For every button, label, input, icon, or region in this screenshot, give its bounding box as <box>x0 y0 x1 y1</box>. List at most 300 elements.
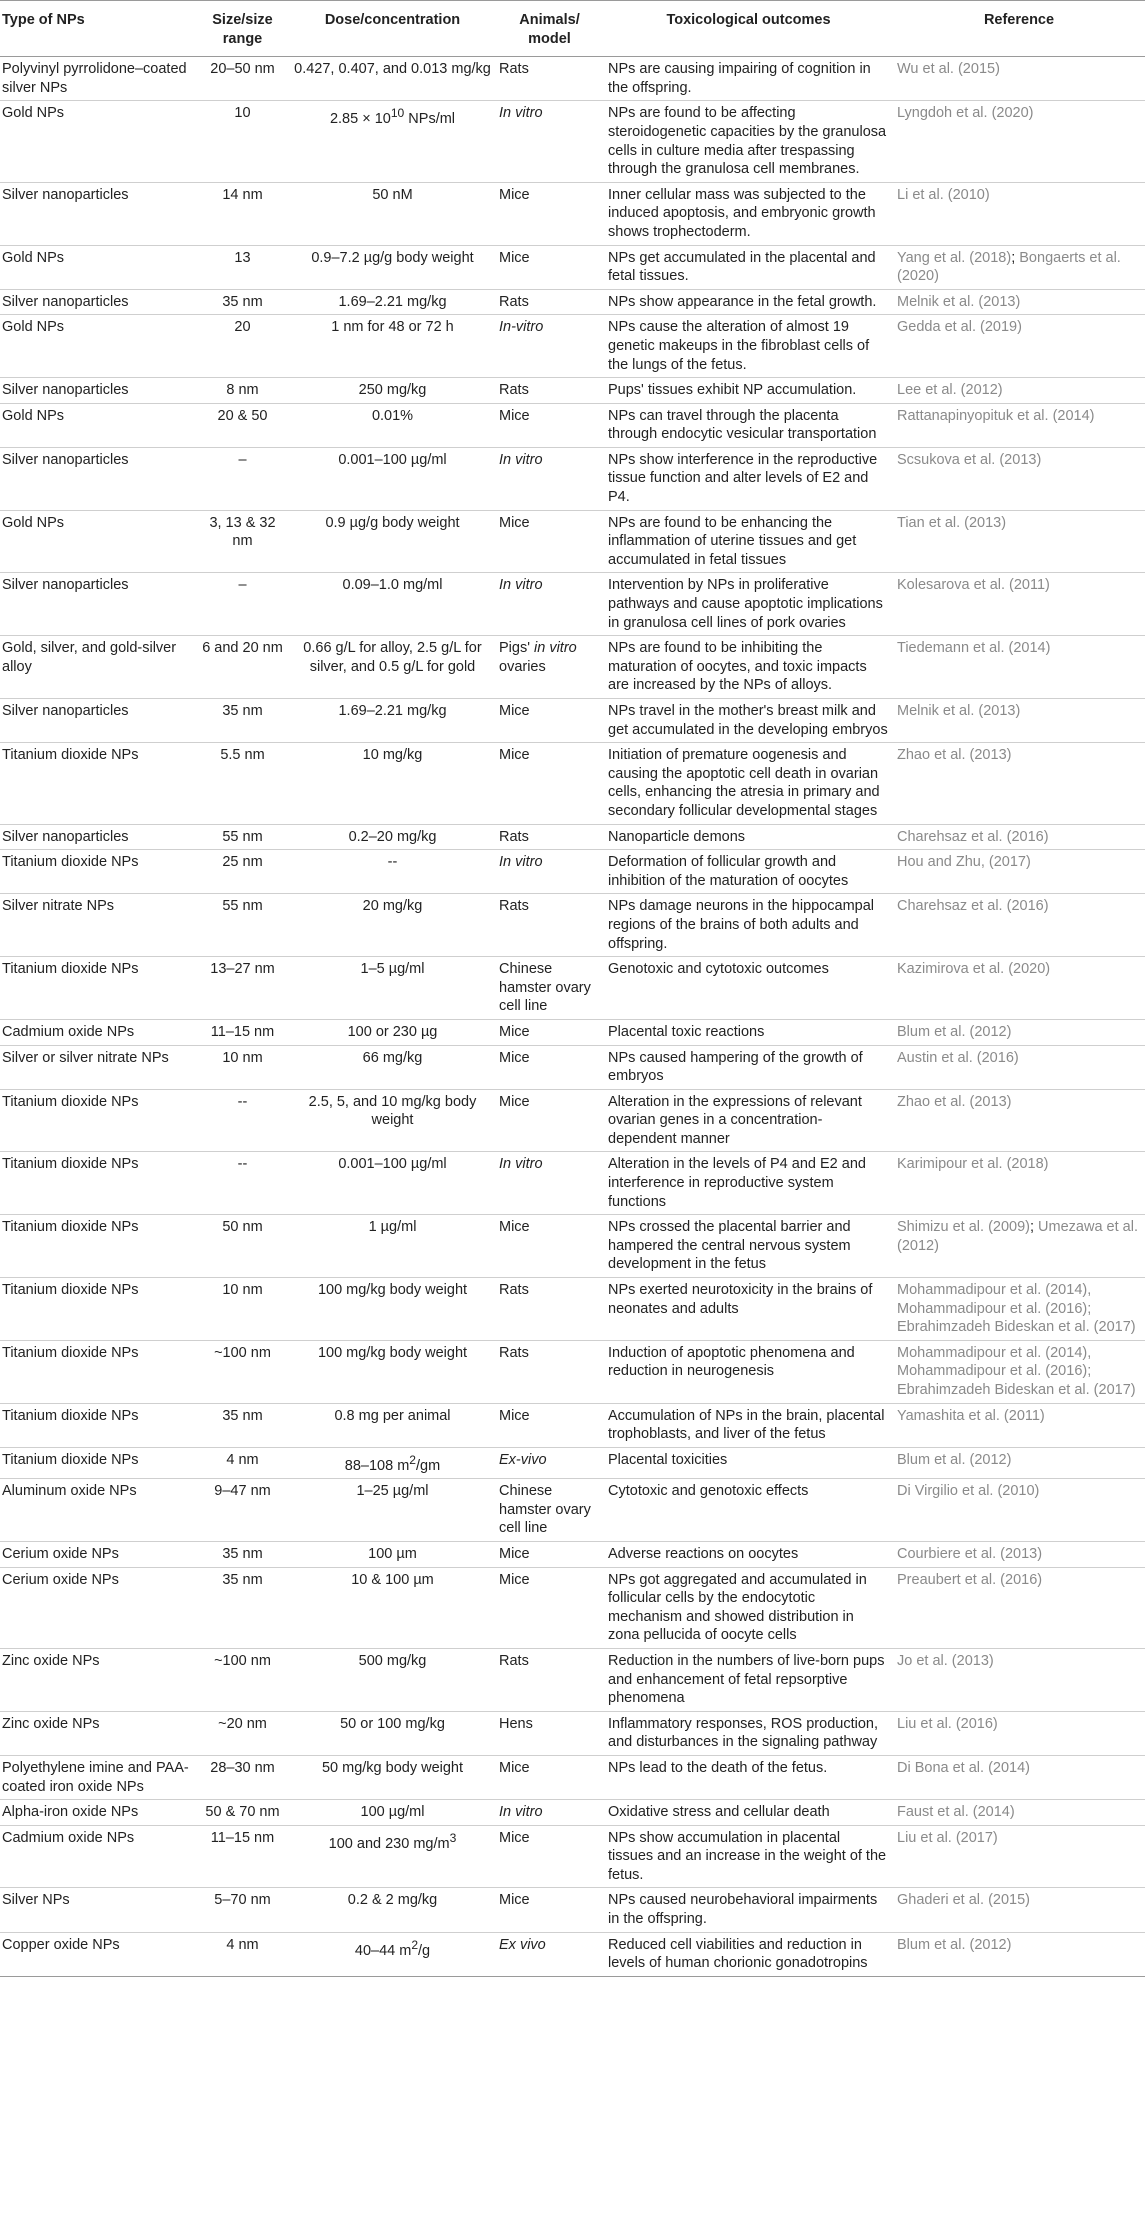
cell-np-type: Silver nanoparticles <box>2 703 129 719</box>
cell-toxicological-outcome: NPs travel in the mother's breast milk and get accumulated in the developing embryos <box>608 703 888 738</box>
reference-link: Scsukova et al. (2013) <box>897 451 1042 468</box>
cell-toxicological-outcome: Reduction in the numbers of live-born pups and enhancement of fetal repsorptive phenomena <box>608 1652 885 1707</box>
animal-model: Mice <box>499 1407 530 1424</box>
table-row <box>0 743 1145 824</box>
table-row <box>0 1888 1145 1932</box>
cell-toxicological-outcome: Placental toxicities <box>608 1451 728 1468</box>
cell-animal-model <box>495 894 604 957</box>
cell-dose: 20 mg/kg <box>362 898 423 915</box>
cell-size: 8 nm <box>226 382 259 399</box>
cell-np-type: Silver nanoparticles <box>2 186 129 203</box>
cell-np-type: Titanium dioxide NPs <box>2 747 139 764</box>
cell-dose: -- <box>387 854 398 871</box>
cell-toxicological-outcome: Cytotoxic and genotoxic effects <box>608 1483 809 1500</box>
cell-toxicological-outcome: NPs caused hampering of the growth of embryos <box>608 1049 863 1085</box>
cell-animal-model <box>495 182 604 245</box>
cell-toxicological-outcome: NPs are causing impairing of cognition in the offspring. <box>608 61 871 96</box>
cell-reference <box>893 1447 1145 1478</box>
cell-dose: 50 or 100 mg/kg <box>340 1715 445 1732</box>
animal-model: Mice <box>499 1219 530 1236</box>
cell-np-type: Gold NPs <box>2 407 65 424</box>
cell-size: ~100 nm <box>214 1344 271 1361</box>
cell-animal-model <box>495 1479 604 1542</box>
cell-size: 10 <box>234 105 251 122</box>
cell-animal-model <box>495 957 604 1020</box>
cell-animal-model <box>495 1045 604 1089</box>
animal-model: Mice <box>499 747 530 764</box>
table-row <box>0 699 1145 743</box>
cell-size: – <box>238 577 247 594</box>
cell-size: ~100 nm <box>214 1652 271 1669</box>
dose-text: 2.85 × 10 <box>329 111 391 128</box>
animal-model: In vitro <box>499 577 543 594</box>
cell-reference <box>893 573 1145 636</box>
cell-dose: 0.8 mg per animal <box>334 1407 451 1424</box>
cell-animal-model <box>495 699 604 743</box>
reference-link: Jo et al. (2013) <box>897 1652 994 1669</box>
cell-size: 55 nm <box>222 898 263 915</box>
reference-link: Yamashita et al. (2011) <box>897 1407 1045 1424</box>
cell-size: 3, 13 & 32 nm <box>209 514 276 550</box>
cell-size: 13–27 nm <box>210 961 275 978</box>
cell-reference <box>893 1711 1145 1755</box>
animal-model: Mice <box>499 407 530 424</box>
cell-reference <box>893 636 1145 699</box>
cell-animal-model <box>495 1800 604 1826</box>
cell-size: 11–15 nm <box>210 1829 275 1846</box>
cell-size: – <box>238 451 247 468</box>
table-row <box>0 850 1145 894</box>
cell-reference <box>893 1089 1145 1152</box>
cell-animal-model <box>495 850 604 894</box>
cell-np-type: Gold NPs <box>2 514 65 531</box>
cell-np-type: Polyethylene imine and PAA-coated iron oxide NPs <box>2 1759 189 1795</box>
reference-link: Tiedemann et al. (2014) <box>897 640 1051 657</box>
cell-np-type: Titanium dioxide NPs <box>2 1344 139 1361</box>
reference-link: Di Virgilio et al. (2010) <box>897 1483 1040 1500</box>
table-row <box>0 1278 1145 1341</box>
cell-reference <box>893 1800 1145 1826</box>
cell-reference <box>893 1152 1145 1215</box>
cell-dose: 100 µm <box>368 1545 417 1562</box>
cell-reference <box>893 1479 1145 1542</box>
cell-toxicological-outcome: Reduced cell viabilities and reduction in levels of human chorionic gonadotropins <box>608 1936 868 1972</box>
cell-size: 55 nm <box>222 828 263 845</box>
cell-size: 4 nm <box>226 1451 259 1468</box>
cell-reference <box>893 1541 1145 1567</box>
cell-dose: 1–25 µg/ml <box>356 1483 429 1500</box>
cell-animal-model <box>495 1447 604 1478</box>
animal-model: Mice <box>499 1023 530 1040</box>
cell-size: 35 nm <box>222 1545 263 1562</box>
animal-model: Rats <box>499 382 529 399</box>
table-row <box>0 1800 1145 1826</box>
reference-link: Li et al. (2010) <box>897 186 990 203</box>
cell-animal-model <box>495 1152 604 1215</box>
cell-reference <box>893 1648 1145 1711</box>
cell-size: 5.5 nm <box>220 747 265 764</box>
reference-link: Hou and Zhu, (2017) <box>897 854 1031 871</box>
cell-reference: Yang et al. (2018); Bongaerts et al. (2020) <box>897 249 1121 285</box>
reference-link: Gedda et al. (2019) <box>897 319 1022 336</box>
cell-np-type: Gold NPs <box>2 249 65 266</box>
cell-size: 10 nm <box>222 1049 263 1066</box>
table-row <box>0 57 1145 101</box>
table-row <box>0 573 1145 636</box>
table-row <box>0 1019 1145 1045</box>
table-row <box>0 1755 1145 1799</box>
reference-link: Mohammadipour et al. (2014), <box>897 1344 1092 1361</box>
reference-link: Melnik et al. (2013) <box>897 703 1021 719</box>
table-header-row <box>0 1 1145 57</box>
cell-dose: 2.5, 5, and 10 mg/kg body weight <box>308 1093 477 1129</box>
cell-dose: 100 µg/ml <box>360 1804 425 1821</box>
cell-dose: 0.9 µg/g body weight <box>325 514 460 531</box>
cell-dose <box>290 1932 495 1976</box>
cell-dose: 0.001–100 µg/ml <box>338 451 447 468</box>
cell-size: 50 & 70 nm <box>205 1804 280 1821</box>
cell-np-type: Gold NPs <box>2 319 65 336</box>
table-row <box>0 1403 1145 1447</box>
reference-link: Wu et al. (2015) <box>897 61 1000 78</box>
cell-toxicological-outcome: Accumulation of NPs in the brain, placental trophoblasts, and liver of the fetus <box>608 1407 885 1443</box>
reference-link: Lyngdoh et al. (2020) <box>897 105 1034 122</box>
cell-animal-model <box>495 378 604 404</box>
reference-link: Zhao et al. (2013) <box>897 1093 1012 1110</box>
cell-reference <box>893 1567 1145 1648</box>
cell-toxicological-outcome: NPs crossed the placental barrier and hampered the central nervous system development in the fetus <box>608 1219 851 1273</box>
table-row <box>0 1089 1145 1152</box>
table-row <box>0 957 1145 1020</box>
cell-dose: 0.9–7.2 µg/g body weight <box>311 249 474 266</box>
header-size: Size/size range <box>195 1 290 57</box>
table-row <box>0 1825 1145 1888</box>
cell-size: 35 nm <box>222 1407 263 1424</box>
dose-unit: /g <box>418 1942 431 1959</box>
cell-size: 6 and 20 nm <box>202 640 283 657</box>
cell-animal-model <box>495 1278 604 1341</box>
cell-animal-model <box>495 1648 604 1711</box>
cell-dose: 0.66 g/L for alloy, 2.5 g/L for silver, and 0.5 g/L for gold <box>303 640 482 675</box>
cell-size: 50 nm <box>222 1219 263 1236</box>
reference-link: Melnik et al. (2013) <box>897 293 1021 310</box>
cell-animal-model <box>495 1340 604 1403</box>
table-row <box>0 1932 1145 1976</box>
cell-size: 25 nm <box>222 854 263 871</box>
animal-model: In vitro <box>499 451 543 468</box>
cell-reference <box>893 57 1145 101</box>
reference-link: Kazimirova et al. (2020) <box>897 961 1051 978</box>
cell-toxicological-outcome: Inflammatory responses, ROS production, and disturbances in the signaling pathway <box>608 1715 878 1751</box>
cell-np-type: Silver nanoparticles <box>2 828 129 845</box>
cell-np-type: Gold, silver, and gold-silver alloy <box>2 640 177 675</box>
cell-reference <box>893 1019 1145 1045</box>
cell-animal-model <box>495 1089 604 1152</box>
animal-model: Rats <box>499 1652 529 1669</box>
table-row <box>0 894 1145 957</box>
cell-animal-model <box>495 289 604 315</box>
cell-reference <box>893 824 1145 850</box>
reference-link: Zhao et al. (2013) <box>897 747 1012 764</box>
reference-link: Charehsaz et al. (2016) <box>897 898 1049 915</box>
cell-animal-model <box>495 743 604 824</box>
animal-model: Mice <box>499 1571 530 1588</box>
reference-link: Blum et al. (2012) <box>897 1936 1012 1953</box>
cell-dose: 0.01% <box>371 407 414 424</box>
animal-model: Chinese hamster ovary cell line <box>499 961 591 1015</box>
animal-model: Mice <box>499 703 530 719</box>
cell-size: 14 nm <box>222 186 263 203</box>
cell-dose: 100 mg/kg body weight <box>317 1282 468 1299</box>
reference-link: Courbiere et al. (2013) <box>897 1545 1043 1562</box>
animal-model: Mice <box>499 249 530 266</box>
cell-toxicological-outcome: Alteration in the expressions of relevant ovarian genes in a concentration-dependent manner <box>608 1093 862 1147</box>
animal-model: Rats <box>499 61 529 78</box>
cell-toxicological-outcome: Nanoparticle demons <box>608 828 746 845</box>
cell-size: 13 <box>234 249 251 266</box>
cell-animal-model <box>495 824 604 850</box>
cell-size: 9–47 nm <box>214 1483 271 1500</box>
cell-np-type: Titanium dioxide NPs <box>2 854 139 871</box>
cell-size: 11–15 nm <box>210 1023 275 1040</box>
reference-link: Lee et al. (2012) <box>897 382 1003 399</box>
cell-np-type: Titanium dioxide NPs <box>2 1407 139 1424</box>
animal-model: Rats <box>499 293 529 310</box>
header-animals: Animals/ model <box>495 1 604 57</box>
cell-animal-model <box>495 1932 604 1976</box>
cell-animal-model <box>495 403 604 447</box>
reference-link: Di Bona et al. (2014) <box>897 1759 1030 1776</box>
cell-reference <box>893 850 1145 894</box>
cell-reference <box>893 510 1145 573</box>
cell-animal-model <box>495 245 604 289</box>
dose-exponent: 2 <box>409 1452 417 1467</box>
cell-dose: 1.69–2.21 mg/kg <box>338 703 447 719</box>
cell-size: 20–50 nm <box>210 61 275 78</box>
animal-model: Rats <box>499 828 529 845</box>
cell-animal-model <box>495 1567 604 1648</box>
cell-np-type: Silver or silver nitrate NPs <box>2 1049 169 1066</box>
cell-toxicological-outcome: NPs got aggregated and accumulated in follicular cells by the endocytotic mechanism and showed distribution in zona pellucida of oocyte cells <box>608 1571 867 1644</box>
animal-model: Mice <box>499 514 530 531</box>
cell-animal-model <box>495 1825 604 1888</box>
table-row <box>0 1152 1145 1215</box>
reference-link: Umezawa et al. (2012) <box>897 1219 1138 1254</box>
cell-np-type: Aluminum oxide NPs <box>2 1483 137 1500</box>
cell-toxicological-outcome: Oxidative stress and cellular death <box>608 1804 830 1821</box>
reference-link: Faust et al. (2014) <box>897 1804 1015 1821</box>
cell-toxicological-outcome: Adverse reactions on oocytes <box>608 1545 799 1562</box>
cell-toxicological-outcome: NPs exerted neurotoxicity in the brains of neonates and adults <box>608 1282 873 1317</box>
cell-animal-model <box>495 57 604 101</box>
cell-dose <box>290 1825 495 1888</box>
cell-reference <box>893 699 1145 743</box>
cell-dose: 1 µg/ml <box>368 1219 417 1236</box>
cell-animal-model <box>495 1711 604 1755</box>
table-row <box>0 1447 1145 1478</box>
animal-prefix: Pigs' <box>499 640 535 657</box>
cell-animal-model <box>495 101 604 182</box>
reference-link: Mohammadipour et al. (2014), <box>897 1282 1092 1299</box>
cell-size: ~20 nm <box>218 1715 267 1732</box>
cell-np-type: Titanium dioxide NPs <box>2 1093 139 1110</box>
cell-toxicological-outcome: Genotoxic and cytotoxic outcomes <box>608 961 829 978</box>
table-row <box>0 245 1145 289</box>
cell-reference <box>893 1045 1145 1089</box>
cell-dose: 250 mg/kg <box>358 382 427 399</box>
animal-model: Mice <box>499 1892 530 1909</box>
reference-link: Karimipour et al. (2018) <box>897 1156 1049 1173</box>
cell-np-type: Alpha-iron oxide NPs <box>2 1804 139 1821</box>
reference-link: Liu et al. (2017) <box>897 1829 998 1846</box>
cell-reference <box>893 1888 1145 1932</box>
cell-animal-model <box>495 1019 604 1045</box>
header-dose: Dose/concentration <box>290 1 495 57</box>
cell-np-type: Titanium dioxide NPs <box>2 1156 139 1173</box>
cell-reference <box>893 1755 1145 1799</box>
cell-dose: 0.2–20 mg/kg <box>348 828 437 845</box>
cell-dose: 1.69–2.21 mg/kg <box>338 293 447 310</box>
reference-link: Liu et al. (2016) <box>897 1715 998 1732</box>
cell-toxicological-outcome: Deformation of follicular growth and inhibition of the maturation of oocytes <box>608 854 849 889</box>
table-row <box>0 636 1145 699</box>
animal-model: Mice <box>499 1049 530 1066</box>
dose-unit: /gm <box>416 1457 441 1474</box>
cell-np-type: Titanium dioxide NPs <box>2 961 139 978</box>
cell-dose: 0.09–1.0 mg/ml <box>342 577 443 594</box>
cell-reference <box>893 1340 1145 1403</box>
cell-animal-model <box>495 510 604 573</box>
cell-animal-model <box>495 636 604 699</box>
cell-animal-model <box>495 447 604 510</box>
cell-dose: 50 mg/kg body weight <box>321 1759 464 1776</box>
animal-model: Rats <box>499 898 529 915</box>
header-outcomes: Toxicological outcomes <box>604 1 893 57</box>
table-row <box>0 1045 1145 1089</box>
cell-toxicological-outcome: Inner cellular mass was subjected to the induced apoptosis, and embryonic growth shows trophectoderm. <box>608 186 876 240</box>
cell-dose: 1–5 µg/ml <box>360 961 425 978</box>
cell-size: 20 & 50 <box>217 407 268 424</box>
cell-size: 35 nm <box>222 1571 263 1588</box>
reference-link: Shimizu et al. (2009) <box>897 1219 1030 1236</box>
animal-model: Mice <box>499 1093 530 1110</box>
cell-size: -- <box>237 1156 248 1173</box>
reference-link: Kolesarova et al. (2011) <box>897 577 1050 594</box>
cell-dose: 10 mg/kg <box>362 747 423 764</box>
cell-np-type: Cerium oxide NPs <box>2 1571 119 1588</box>
reference-link: Ebrahimzadeh Bideskan et al. (2017) <box>897 1319 1136 1336</box>
animal-model: In-vitro <box>499 319 544 336</box>
table-body <box>0 57 1145 1977</box>
reference-link: Preaubert et al. (2016) <box>897 1571 1043 1588</box>
dose-unit: NPs/ml <box>404 111 456 128</box>
animal-model: Mice <box>499 186 530 203</box>
reference-link: Ghaderi et al. (2015) <box>897 1892 1030 1909</box>
cell-dose <box>290 1447 495 1478</box>
cell-toxicological-outcome: NPs lead to the death of the fetus. <box>608 1759 828 1776</box>
dose-text: 40–44 m <box>354 1942 412 1959</box>
table-row <box>0 403 1145 447</box>
cell-dose: 0.001–100 µg/ml <box>338 1156 447 1173</box>
table-row <box>0 1215 1145 1278</box>
reference-link: Bongaerts et al. (2020) <box>897 249 1121 285</box>
cell-animal-model <box>495 1888 604 1932</box>
table-row <box>0 315 1145 378</box>
table-row <box>0 1711 1145 1755</box>
cell-np-type: Silver nanoparticles <box>2 577 129 594</box>
cell-toxicological-outcome: NPs show appearance in the fetal growth. <box>608 293 877 310</box>
dose-text: 100 and 230 mg/m <box>328 1835 450 1852</box>
cell-toxicological-outcome: Alteration in the levels of P4 and E2 and interference in reproductive system functions <box>608 1156 866 1210</box>
cell-toxicological-outcome: Intervention by NPs in proliferative pathways and cause apoptotic implications in granulosa cell lines of pork ovaries <box>608 577 883 631</box>
dose-exponent: 2 <box>411 1937 419 1952</box>
cell-reference <box>893 182 1145 245</box>
table-row <box>0 510 1145 573</box>
cell-toxicological-outcome: NPs are found to be affecting steroidogenetic capacities by the granulosa cells in culture media after trespassing through the granulosa cell membranes. <box>608 105 887 178</box>
dose-exponent: 3 <box>449 1830 457 1845</box>
table-row <box>0 1541 1145 1567</box>
cell-reference <box>893 289 1145 315</box>
cell-size: -- <box>237 1093 248 1110</box>
animal-model: In vitro <box>499 1156 543 1173</box>
cell-reference <box>893 1403 1145 1447</box>
cell-toxicological-outcome: Induction of apoptotic phenomena and reduction in neurogenesis <box>608 1344 855 1380</box>
reference-link: Rattanapinyopituk et al. (2014) <box>897 407 1095 424</box>
cell-reference <box>893 315 1145 378</box>
reference-link: Austin et al. (2016) <box>897 1049 1019 1066</box>
animal-model: Mice <box>499 1829 530 1846</box>
table-row <box>0 1567 1145 1648</box>
table-row <box>0 447 1145 510</box>
table-row <box>0 378 1145 404</box>
table-row <box>0 1648 1145 1711</box>
cell-reference <box>893 1825 1145 1888</box>
cell-np-type: Gold NPs <box>2 105 65 122</box>
cell-np-type: Titanium dioxide NPs <box>2 1282 139 1299</box>
animal-model: Rats <box>499 1282 529 1299</box>
cell-reference <box>893 403 1145 447</box>
cell-reference <box>893 378 1145 404</box>
cell-reference <box>893 743 1145 824</box>
table-row <box>0 824 1145 850</box>
cell-size: 20 <box>234 319 251 336</box>
table-row <box>0 289 1145 315</box>
cell-animal-model <box>495 1403 604 1447</box>
animal-model: In vitro <box>499 854 543 871</box>
reference-link: Blum et al. (2012) <box>897 1451 1012 1468</box>
cell-toxicological-outcome: NPs damage neurons in the hippocampal regions of the brains of both adults and offspring. <box>608 898 874 952</box>
cell-toxicological-outcome: NPs are found to be inhibiting the maturation of oocytes, and toxic impacts are increased by the NPs of alloys. <box>608 640 867 694</box>
cell-size: 10 nm <box>222 1282 263 1299</box>
reference-link: Charehsaz et al. (2016) <box>897 828 1049 845</box>
animal-model-italic: in vitro <box>534 640 577 657</box>
table-row <box>0 101 1145 182</box>
cell-dose: 0.2 & 2 mg/kg <box>347 1892 438 1909</box>
animal-model: Ex vivo <box>499 1936 546 1953</box>
animal-model: In vitro <box>499 105 543 122</box>
cell-dose: 100 or 230 µg <box>347 1023 438 1040</box>
reference-link: Tian et al. (2013) <box>897 514 1007 531</box>
cell-animal-model <box>495 1755 604 1799</box>
table-row <box>0 182 1145 245</box>
cell-np-type: Titanium dioxide NPs <box>2 1219 139 1236</box>
cell-toxicological-outcome: NPs cause the alteration of almost 19 genetic makeups in the fibroblast cells of the lungs of the fetus. <box>608 319 870 373</box>
cell-reference <box>893 957 1145 1020</box>
cell-dose: 100 mg/kg body weight <box>317 1344 468 1361</box>
cell-size: 5–70 nm <box>214 1892 271 1909</box>
cell-np-type: Cadmium oxide NPs <box>2 1829 135 1846</box>
cell-animal-model <box>495 573 604 636</box>
